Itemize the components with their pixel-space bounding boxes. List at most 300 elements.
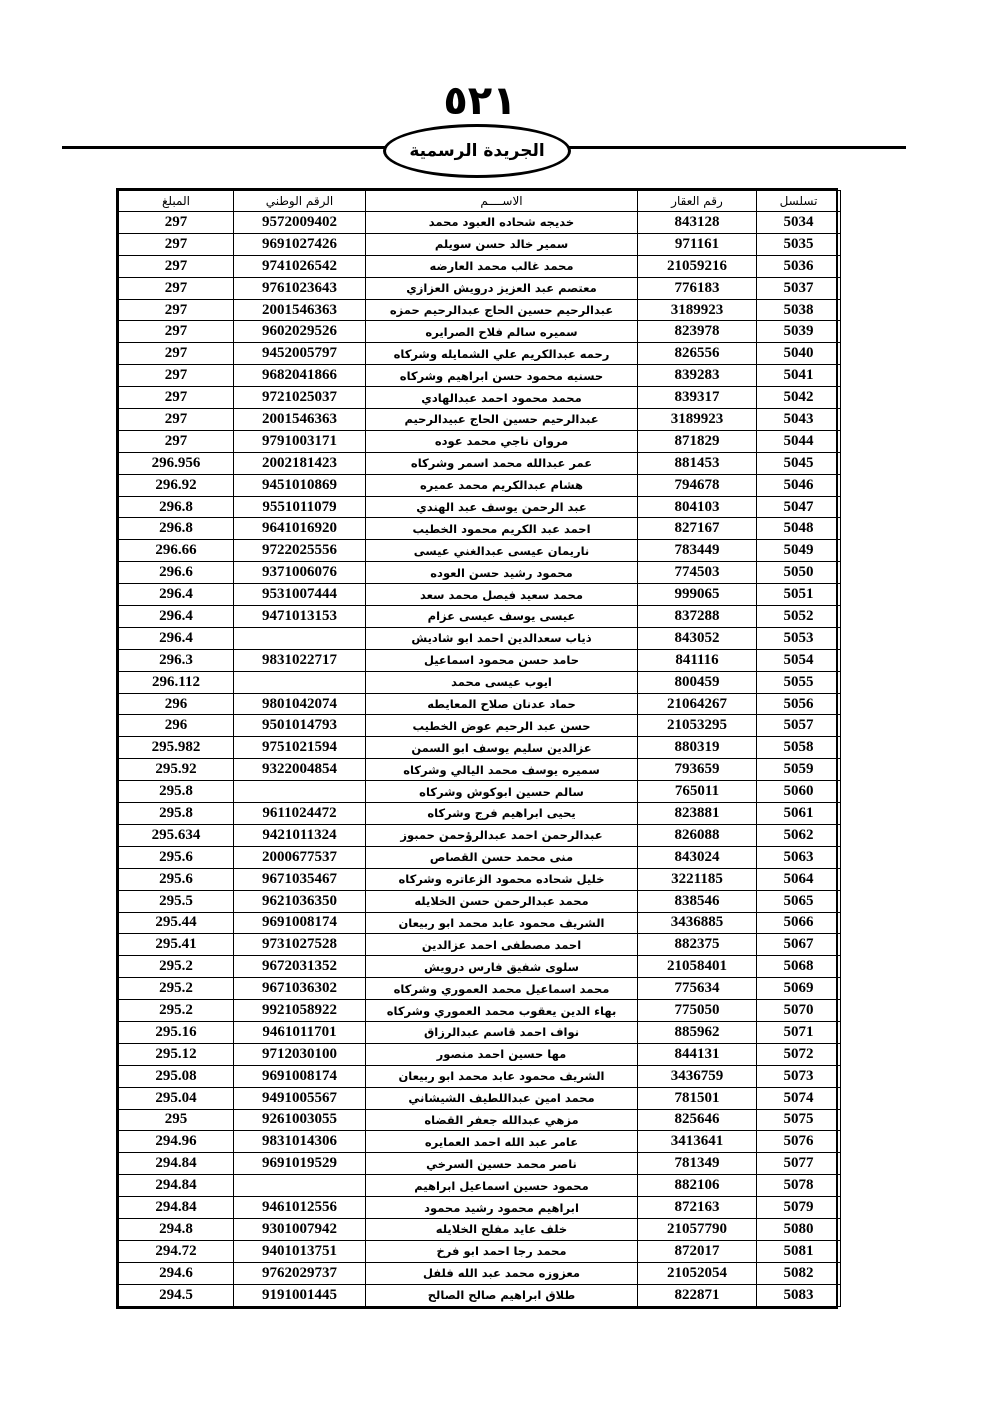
cell-national-id: 9451010869 [234, 474, 366, 496]
cell-serial: 5062 [757, 824, 841, 846]
cell-national-id: 9452005797 [234, 343, 366, 365]
cell-national-id: 9691019529 [234, 1153, 366, 1175]
cell-property-no: 826556 [638, 343, 757, 365]
cell-name: محمود رشيد حسن العوده [366, 562, 638, 584]
cell-national-id: 2002181423 [234, 452, 366, 474]
cell-serial: 5040 [757, 343, 841, 365]
cell-property-no: 775050 [638, 1000, 757, 1022]
cell-national-id: 9741026542 [234, 255, 366, 277]
cell-national-id: 9672031352 [234, 956, 366, 978]
table-row [119, 496, 841, 518]
table-row [119, 277, 841, 299]
cell-national-id: 9712030100 [234, 1043, 366, 1065]
cell-name: يحيى ابراهيم فرج وشركاه [366, 803, 638, 825]
table-row [119, 430, 841, 452]
cell-property-no: 3221185 [638, 868, 757, 890]
cell-name: عبدالرحيم حسين الحاج عبيدالرحيم [366, 409, 638, 431]
table-row [119, 1262, 841, 1284]
cell-amount: 295.44 [119, 912, 234, 934]
cell-serial: 5058 [757, 737, 841, 759]
table-row [119, 1197, 841, 1219]
cell-name: عامر عبد الله احمد العمايره [366, 1131, 638, 1153]
table-row [119, 781, 841, 803]
cell-amount: 297 [119, 343, 234, 365]
cell-amount: 295.634 [119, 824, 234, 846]
cell-name: محمد محمود احمد عبدالهادي [366, 387, 638, 409]
cell-property-no: 882375 [638, 934, 757, 956]
cell-name: معزوزه محمد عبد الله فلفل [366, 1262, 638, 1284]
cell-amount: 294.6 [119, 1262, 234, 1284]
table-row [119, 846, 841, 868]
table-row [119, 934, 841, 956]
cell-national-id: 9471013153 [234, 606, 366, 628]
cell-serial: 5052 [757, 606, 841, 628]
cell-property-no: 822871 [638, 1284, 757, 1306]
cell-serial: 5044 [757, 430, 841, 452]
cell-amount: 295.12 [119, 1043, 234, 1065]
cell-amount: 294.8 [119, 1218, 234, 1240]
table-row [119, 956, 841, 978]
table-row [119, 387, 841, 409]
cell-name: مها حسين احمد منصور [366, 1043, 638, 1065]
cell-amount: 295.6 [119, 846, 234, 868]
table-row [119, 890, 841, 912]
cell-national-id: 9491005567 [234, 1087, 366, 1109]
cell-serial: 5056 [757, 693, 841, 715]
cell-national-id: 9761023643 [234, 277, 366, 299]
cell-national-id: 9921058922 [234, 1000, 366, 1022]
cell-name: هشام عبدالكريم محمد عميره [366, 474, 638, 496]
cell-amount: 295.8 [119, 803, 234, 825]
cell-amount: 296.956 [119, 452, 234, 474]
cell-serial: 5034 [757, 212, 841, 234]
cell-national-id: 9831014306 [234, 1131, 366, 1153]
cell-serial: 5068 [757, 956, 841, 978]
cell-name: محمد عبدالرحمن حسن الخلايله [366, 890, 638, 912]
cell-serial: 5057 [757, 715, 841, 737]
cell-serial: 5039 [757, 321, 841, 343]
cell-property-no: 823978 [638, 321, 757, 343]
cell-property-no: 825646 [638, 1109, 757, 1131]
cell-name: سالم حسين ابوكوش وشركاه [366, 781, 638, 803]
cell-name: عبدالرحمن احمد عبدالرؤحمن حمبوز [366, 824, 638, 846]
cell-national-id: 9371006076 [234, 562, 366, 584]
cell-national-id [234, 671, 366, 693]
table-row [119, 1109, 841, 1131]
cell-national-id [234, 1175, 366, 1197]
cell-serial: 5063 [757, 846, 841, 868]
cell-name: الشريف محمود عابد محمد ابو ربيعان [366, 1065, 638, 1087]
cell-amount: 297 [119, 321, 234, 343]
cell-national-id: 9401013751 [234, 1240, 366, 1262]
cell-name: ايوب عيسى محمد [366, 671, 638, 693]
cell-national-id: 9261003055 [234, 1109, 366, 1131]
cell-amount: 295.2 [119, 1000, 234, 1022]
cell-amount: 294.84 [119, 1175, 234, 1197]
cell-amount: 296.8 [119, 518, 234, 540]
table-row [119, 299, 841, 321]
cell-name: نواف احمد قاسم عبدالرزاق [366, 1021, 638, 1043]
cell-serial: 5079 [757, 1197, 841, 1219]
cell-property-no: 794678 [638, 474, 757, 496]
cell-property-no: 999065 [638, 584, 757, 606]
cell-name: ناصر محمد حسين السرخي [366, 1153, 638, 1175]
cell-national-id: 9461011701 [234, 1021, 366, 1043]
header-serial: تسلسل [757, 191, 841, 212]
cell-national-id: 9611024472 [234, 803, 366, 825]
cell-amount: 296.92 [119, 474, 234, 496]
cell-name: محمد امين عبداللطيف الشيشاني [366, 1087, 638, 1109]
cell-property-no: 765011 [638, 781, 757, 803]
cell-serial: 5076 [757, 1131, 841, 1153]
cell-name: منى محمد حسن القصاص [366, 846, 638, 868]
header-property-no: رقم العقار [638, 191, 757, 212]
cell-name: محمد سعيد فيصل محمد سعد [366, 584, 638, 606]
cell-serial: 5045 [757, 452, 841, 474]
table-row [119, 1065, 841, 1087]
cell-name: سميره يوسف محمد اليالي وشركاه [366, 759, 638, 781]
cell-national-id: 9301007942 [234, 1218, 366, 1240]
cell-name: ذياب سعدالدين احمد ابو شاديش [366, 627, 638, 649]
cell-amount: 297 [119, 277, 234, 299]
cell-national-id: 9722025556 [234, 540, 366, 562]
cell-serial: 5053 [757, 627, 841, 649]
cell-name: مروان ناجي محمد عوده [366, 430, 638, 452]
cell-national-id: 9602029526 [234, 321, 366, 343]
cell-property-no: 776183 [638, 277, 757, 299]
cell-amount: 295.04 [119, 1087, 234, 1109]
cell-property-no: 871829 [638, 430, 757, 452]
cell-property-no: 872017 [638, 1240, 757, 1262]
cell-name: خليل شحاده محمود الزعاتره وشركاه [366, 868, 638, 890]
cell-property-no: 21053295 [638, 715, 757, 737]
table-row [119, 693, 841, 715]
table-row [119, 518, 841, 540]
cell-national-id: 9721025037 [234, 387, 366, 409]
cell-name: محمد رجا احمد ابو فرخ [366, 1240, 638, 1262]
cell-serial: 5047 [757, 496, 841, 518]
cell-national-id: 9501014793 [234, 715, 366, 737]
cell-name: مزهي عبدالله جعفر القضاه [366, 1109, 638, 1131]
cell-amount: 295.41 [119, 934, 234, 956]
cell-national-id: 9751021594 [234, 737, 366, 759]
cell-property-no: 3413641 [638, 1131, 757, 1153]
cell-national-id: 9461012556 [234, 1197, 366, 1219]
cell-serial: 5061 [757, 803, 841, 825]
table-row [119, 255, 841, 277]
cell-serial: 5071 [757, 1021, 841, 1043]
cell-amount: 297 [119, 387, 234, 409]
cell-name: عزالدين سليم يوسف ابو السمن [366, 737, 638, 759]
table-row [119, 584, 841, 606]
cell-amount: 296.6 [119, 562, 234, 584]
cell-amount: 297 [119, 409, 234, 431]
table-row [119, 912, 841, 934]
cell-serial: 5074 [757, 1087, 841, 1109]
cell-amount: 295.08 [119, 1065, 234, 1087]
cell-property-no: 21058401 [638, 956, 757, 978]
cell-name: محمد غالب محمد العارضه [366, 255, 638, 277]
cell-amount: 296.66 [119, 540, 234, 562]
cell-name: عمر عبدالله محمد اسمر وشركاه [366, 452, 638, 474]
cell-serial: 5041 [757, 365, 841, 387]
cell-serial: 5069 [757, 978, 841, 1000]
cell-national-id: 9762029737 [234, 1262, 366, 1284]
cell-property-no: 21064267 [638, 693, 757, 715]
table-row [119, 715, 841, 737]
cell-serial: 5066 [757, 912, 841, 934]
cell-amount: 294.84 [119, 1153, 234, 1175]
cell-serial: 5035 [757, 233, 841, 255]
header-national-id: الرقم الوطني [234, 191, 366, 212]
cell-property-no: 844131 [638, 1043, 757, 1065]
table-row [119, 409, 841, 431]
cell-serial: 5050 [757, 562, 841, 584]
cell-property-no: 793659 [638, 759, 757, 781]
cell-amount: 297 [119, 365, 234, 387]
cell-amount: 295.8 [119, 781, 234, 803]
cell-serial: 5072 [757, 1043, 841, 1065]
cell-serial: 5060 [757, 781, 841, 803]
cell-property-no: 775634 [638, 978, 757, 1000]
cell-amount: 294.5 [119, 1284, 234, 1306]
cell-property-no: 880319 [638, 737, 757, 759]
cell-amount: 296.112 [119, 671, 234, 693]
cell-name: حامد حسن محمود اسماعيل [366, 649, 638, 671]
table-row [119, 1087, 841, 1109]
cell-national-id: 9531007444 [234, 584, 366, 606]
cell-property-no: 881453 [638, 452, 757, 474]
cell-name: الشريف محمود عابد محمد ابو ربيعان [366, 912, 638, 934]
cell-name: محمود حسين اسماعيل ابراهيم [366, 1175, 638, 1197]
cell-national-id: 9791003171 [234, 430, 366, 452]
cell-property-no: 872163 [638, 1197, 757, 1219]
cell-amount: 295.6 [119, 868, 234, 890]
cell-name: حماد عدنان صلاح المعايطه [366, 693, 638, 715]
cell-national-id [234, 627, 366, 649]
table-row [119, 1240, 841, 1262]
cell-serial: 5078 [757, 1175, 841, 1197]
cell-property-no: 3189923 [638, 409, 757, 431]
cell-name: سلوى شفيق فارس درويش [366, 956, 638, 978]
cell-name: ابراهيم محمود رشيد محمود [366, 1197, 638, 1219]
table-row [119, 1043, 841, 1065]
cell-amount: 297 [119, 430, 234, 452]
cell-national-id: 9421011324 [234, 824, 366, 846]
cell-property-no: 783449 [638, 540, 757, 562]
cell-serial: 5054 [757, 649, 841, 671]
cell-amount: 296.4 [119, 584, 234, 606]
cell-amount: 296 [119, 715, 234, 737]
cell-national-id: 9551011079 [234, 496, 366, 518]
cell-national-id: 2001546363 [234, 409, 366, 431]
table-row [119, 212, 841, 234]
cell-property-no: 774503 [638, 562, 757, 584]
cell-serial: 5049 [757, 540, 841, 562]
cell-serial: 5051 [757, 584, 841, 606]
registry-table-frame [116, 188, 838, 1309]
table-row [119, 233, 841, 255]
cell-property-no: 3436759 [638, 1065, 757, 1087]
table-row [119, 1131, 841, 1153]
cell-serial: 5043 [757, 409, 841, 431]
cell-national-id: 9191001445 [234, 1284, 366, 1306]
cell-national-id: 2000677537 [234, 846, 366, 868]
cell-amount: 295.2 [119, 956, 234, 978]
cell-amount: 296.4 [119, 606, 234, 628]
cell-name: احمد عبد الكريم محمود الخطيب [366, 518, 638, 540]
cell-name: احمد مصطفى احمد عزالدين [366, 934, 638, 956]
page-number: ٥٢١ [443, 78, 517, 124]
cell-serial: 5083 [757, 1284, 841, 1306]
cell-amount: 296.8 [119, 496, 234, 518]
registry-table [118, 190, 841, 1307]
cell-serial: 5073 [757, 1065, 841, 1087]
cell-name: عيسى يوسف عيسى عزام [366, 606, 638, 628]
cell-name: عبد الرحمن يوسف عبد الهندي [366, 496, 638, 518]
table-row [119, 606, 841, 628]
cell-name: ناريمان عيسى عبدالغني عيسى [366, 540, 638, 562]
cell-national-id [234, 781, 366, 803]
cell-property-no: 882106 [638, 1175, 757, 1197]
table-row [119, 868, 841, 890]
cell-property-no: 800459 [638, 671, 757, 693]
cell-name: سمير خالد حسن سويلم [366, 233, 638, 255]
cell-national-id: 9641016920 [234, 518, 366, 540]
cell-amount: 296.4 [119, 627, 234, 649]
cell-national-id: 9801042074 [234, 693, 366, 715]
cell-amount: 297 [119, 299, 234, 321]
cell-serial: 5081 [757, 1240, 841, 1262]
cell-property-no: 843128 [638, 212, 757, 234]
table-row [119, 759, 841, 781]
cell-national-id: 9671035467 [234, 868, 366, 890]
cell-serial: 5055 [757, 671, 841, 693]
cell-national-id: 9682041866 [234, 365, 366, 387]
header-name: الاســــم [366, 191, 638, 212]
cell-property-no: 3436885 [638, 912, 757, 934]
cell-name: خديجه شحاده العبود محمد [366, 212, 638, 234]
cell-property-no: 839283 [638, 365, 757, 387]
table-row [119, 1021, 841, 1043]
cell-serial: 5046 [757, 474, 841, 496]
cell-property-no: 781349 [638, 1153, 757, 1175]
table-row [119, 474, 841, 496]
table-row [119, 1175, 841, 1197]
cell-serial: 5048 [757, 518, 841, 540]
cell-serial: 5042 [757, 387, 841, 409]
cell-property-no: 885962 [638, 1021, 757, 1043]
cell-amount: 297 [119, 233, 234, 255]
cell-property-no: 971161 [638, 233, 757, 255]
cell-name: سميره سالم فلاح الصرايره [366, 321, 638, 343]
cell-property-no: 843024 [638, 846, 757, 868]
table-row [119, 1284, 841, 1306]
table-row [119, 321, 841, 343]
table-body [119, 212, 841, 1307]
cell-serial: 5067 [757, 934, 841, 956]
cell-property-no: 781501 [638, 1087, 757, 1109]
cell-property-no: 21052054 [638, 1262, 757, 1284]
cell-name: محمد اسماعيل محمد العموري وشركاه [366, 978, 638, 1000]
cell-name: عبدالرحيم حسين الحاج عبدالرحيم حمزه [366, 299, 638, 321]
cell-amount: 295.5 [119, 890, 234, 912]
cell-serial: 5077 [757, 1153, 841, 1175]
table-row [119, 452, 841, 474]
cell-amount: 295 [119, 1109, 234, 1131]
cell-serial: 5037 [757, 277, 841, 299]
cell-national-id: 9691027426 [234, 233, 366, 255]
cell-serial: 5075 [757, 1109, 841, 1131]
table-row [119, 671, 841, 693]
cell-serial: 5065 [757, 890, 841, 912]
cell-national-id: 9691008174 [234, 912, 366, 934]
cell-name: حسن عبد الرحيم عوض الخطيب [366, 715, 638, 737]
cell-serial: 5070 [757, 1000, 841, 1022]
table-row [119, 1153, 841, 1175]
table-row [119, 627, 841, 649]
cell-property-no: 823881 [638, 803, 757, 825]
header-amount: المبلغ [119, 191, 234, 212]
cell-amount: 294.96 [119, 1131, 234, 1153]
header-title: الجريدة الرسمية [409, 141, 545, 161]
table-row [119, 649, 841, 671]
table-header-row [119, 191, 841, 212]
table-row [119, 1218, 841, 1240]
table-row [119, 737, 841, 759]
cell-amount: 297 [119, 255, 234, 277]
cell-national-id: 9731027528 [234, 934, 366, 956]
table-row [119, 824, 841, 846]
cell-name: رحمه عبدالكريم علي الشمايله وشركاه [366, 343, 638, 365]
cell-amount: 296 [119, 693, 234, 715]
cell-serial: 5036 [757, 255, 841, 277]
cell-property-no: 843052 [638, 627, 757, 649]
cell-name: معتصم عبد العزيز درويش العزازي [366, 277, 638, 299]
cell-serial: 5082 [757, 1262, 841, 1284]
header-ellipse [383, 124, 571, 178]
cell-property-no: 839317 [638, 387, 757, 409]
table-row [119, 1000, 841, 1022]
table-row [119, 978, 841, 1000]
table-row [119, 803, 841, 825]
cell-national-id: 9322004854 [234, 759, 366, 781]
cell-national-id: 9671036302 [234, 978, 366, 1000]
cell-property-no: 841116 [638, 649, 757, 671]
cell-national-id: 2001546363 [234, 299, 366, 321]
cell-serial: 5080 [757, 1218, 841, 1240]
table-row [119, 562, 841, 584]
cell-name: خلف عايد مفلح الخلايله [366, 1218, 638, 1240]
cell-amount: 295.16 [119, 1021, 234, 1043]
cell-property-no: 837288 [638, 606, 757, 628]
cell-national-id: 9621036350 [234, 890, 366, 912]
cell-amount: 297 [119, 212, 234, 234]
cell-serial: 5059 [757, 759, 841, 781]
cell-amount: 294.84 [119, 1197, 234, 1219]
cell-name: حسنيه محمود حسن ابراهيم وشركاه [366, 365, 638, 387]
cell-property-no: 21059216 [638, 255, 757, 277]
cell-property-no: 838546 [638, 890, 757, 912]
cell-amount: 294.72 [119, 1240, 234, 1262]
cell-property-no: 827167 [638, 518, 757, 540]
cell-serial: 5038 [757, 299, 841, 321]
cell-amount: 296.3 [119, 649, 234, 671]
table-row [119, 343, 841, 365]
cell-name: بهاء الدين يعقوب محمد العموري وشركاه [366, 1000, 638, 1022]
cell-national-id: 9572009402 [234, 212, 366, 234]
cell-amount: 295.982 [119, 737, 234, 759]
